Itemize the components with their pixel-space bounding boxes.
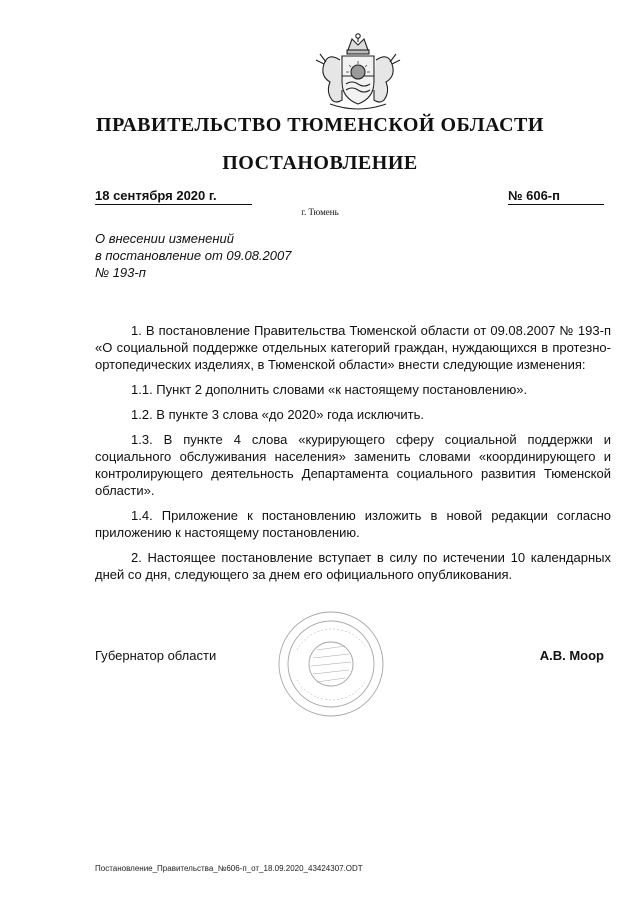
document-type-title: ПОСТАНОВЛЕНИЕ — [222, 152, 418, 174]
paragraph-2: 2. Настоящее постановление вступает в силу по истечении 10 календарных дней со дня, следующего за днем его официального опубликования. — [95, 550, 611, 582]
government-title: ПРАВИТЕЛЬСТВО ТЮМЕНСКОЙ ОБЛАСТИ — [96, 114, 544, 136]
subject-line: в постановление от 09.08.2007 — [95, 248, 292, 263]
paragraph-1-2: 1.2. В пункте 3 слова «до 2020» года исключить. — [131, 407, 424, 422]
paragraph-1-1: 1.1. Пункт 2 дополнить словами «к настоящему постановлению». — [131, 382, 528, 397]
subject-line: № 193-п — [95, 265, 146, 280]
official-seal-stamp-icon — [277, 610, 385, 718]
footer-filename: Постановление_Правительства_№606-п_от_18.09.2020_43424307.ODT — [95, 864, 363, 873]
subject-line: О внесении изменений — [95, 231, 234, 246]
signer-position: Губернатор области — [95, 648, 217, 663]
document-subject — [95, 230, 355, 281]
paragraph-1-4: 1.4. Приложение к постановлению изложить в новой редакции согласно приложению к настоящему постановлению. — [95, 508, 611, 540]
coat-of-arms-icon — [312, 30, 404, 112]
document-number: № 606-п — [508, 188, 604, 205]
document-body — [95, 322, 611, 591]
paragraph-1: 1. В постановление Правительства Тюменской области от 09.08.2007 № 193-п «О социальной поддержке отдельных категорий граждан, нуждающихся в протезно-ортопедических изделиях, в Тюменской области» внести следующие изменения: — [95, 323, 611, 372]
signer-name: А.В. Моор — [539, 648, 604, 663]
city-label: г. Тюмень — [301, 207, 339, 217]
document-date: 18 сентября 2020 г. — [95, 188, 252, 205]
paragraph-1-3: 1.3. В пункте 4 слова «курирующего сферу социальной поддержки и социального обслуживания населения» заменить словами «координирующего и контролирующего деятельность Департамента социального развития Тюменской области». — [95, 432, 611, 498]
